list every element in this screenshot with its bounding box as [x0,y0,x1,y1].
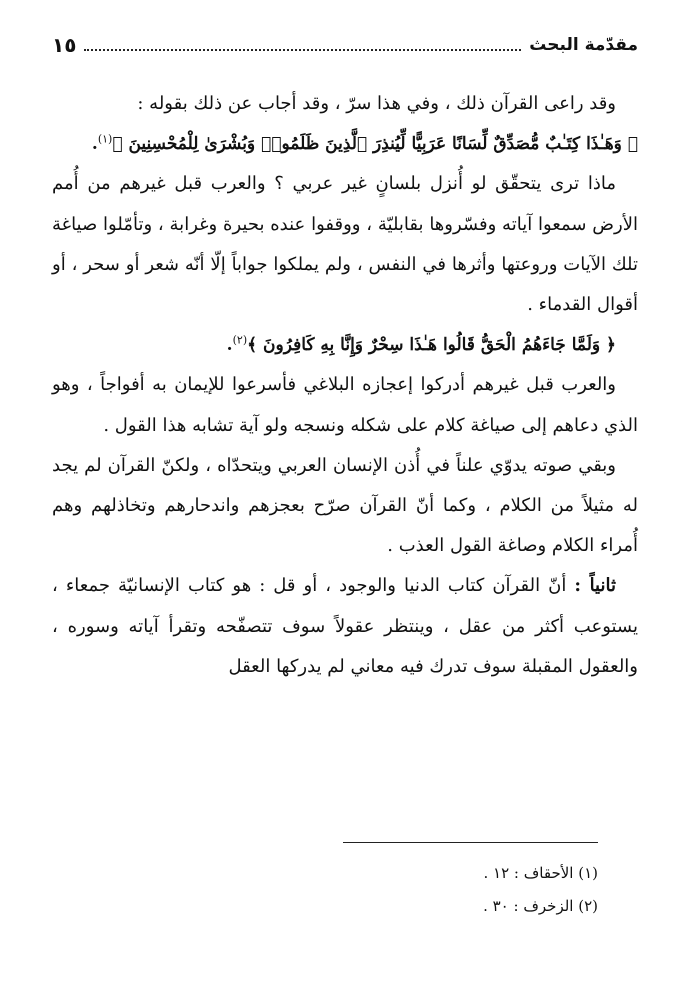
main-text [52,84,638,687]
sentence-end: . [91,134,98,155]
sentence-end: . [226,335,233,356]
paragraph: وقد راعى القرآن ذلك ، وفي هذا سرّ ، وقد أجاب عن ذلك بقوله : [137,93,616,114]
quran-open-bracket: ﴿ [627,134,638,155]
paragraph-lead: ثانياً : [574,575,616,597]
paragraph: والعرب قبل غيرهم أدركوا إعجازه البلاغي فأسرعوا للإيمان به أفواجاً ، وهو الذي دعاهم إلى صياغة كلام على شكله ونسجه ولو آية تشابه هذا القول . [52,374,638,436]
footnotes [60,857,598,923]
quran-close-bracket: ﴾ [247,335,258,356]
quran-verse-text: وَهَـٰذَا كِتَـٰبٌ مُّصَدِّقٌ لِّسَانًا عَرَبِيًّا لِّيُنذِرَ ٱلَّذِينَ ظَلَمُوا۟ وَبُشْرَىٰ لِلْمُحْسِنِينَ [128,134,622,155]
quran-verse-2 [52,325,638,365]
quran-verse-text: وَلَمَّا جَاءَهُمُ الْحَقُّ قَالُوا هَـٰذَا سِحْرٌ وَإِنَّا بِهِ كَافِرُونَ [263,335,601,356]
paragraph: وبقي صوته يدوّي علناً في أُذن الإنسان العربي ويتحدّاه ، ولكنّ القرآن لم يجد له مثيلاً من الكلام ، وكما أنّ القرآن صرّح بعجزهم واندحارهم وتخاذلهم وهم أُمراء الكلام وصاغة القول العذب . [52,454,638,557]
paragraph: ماذا ترى يتحقّق لو أُنزل بلسانٍ غير عربي ؟ والعرب قبل غيرهم من أُمم الأرض سمعوا آياته وفسّروها بقابليّة ، ووقفوا عنده بحيرة وغرابة ، وتأمّلوا صياغة تلك الآيات وروعتها وأثرها في النفس ، ولم يملكوا جواباً إلّا أنّه شعر أو سحر ، أو أقوال القدماء . [52,173,638,316]
footnote-separator [343,842,598,843]
paragraph [52,566,638,687]
footnote-ref: (٢) [232,333,248,347]
leader-dots [84,39,521,51]
running-header [52,30,638,60]
footnote-ref: (١) [97,132,113,146]
paragraph-text: أنّ القرآن كتاب الدنيا والوجود ، أو قل : هو كتاب الإنسانيّة جمعاء ، يستوعب أكثر من عقل ، وينتظر عقولاً سوف تتصفّحه وتقرأ آياته وسوره ، والعقول المقبلة سوف تدرك فيه معاني لم يدركها العقل [52,575,638,677]
page-number: ١٥ [52,33,77,57]
footnote-2: (٢) الزخرف : ٣٠ . [483,897,598,915]
quran-open-bracket: ﴿ [606,335,616,356]
quran-verse-1 [52,124,638,164]
running-title: مقدّمة البحث [529,35,638,55]
footnote-1: (١) الأحقاف : ١٢ . [483,864,598,882]
quran-close-bracket: ﴾ [112,134,123,155]
